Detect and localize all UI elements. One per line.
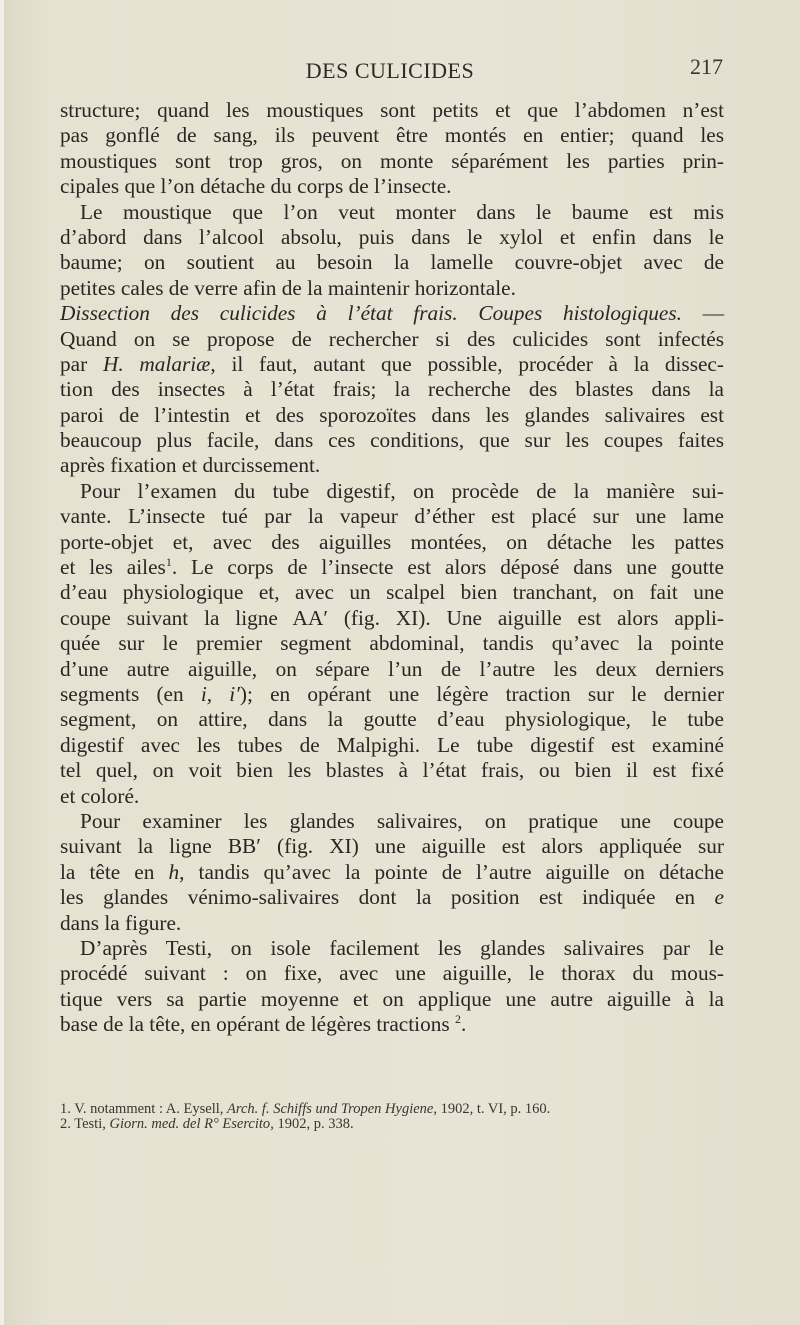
text-line: Pour l’examen du tube digestif, on procède de la manière sui- bbox=[80, 478, 724, 503]
section-heading: Dissection des culicides à l’état frais. Coupes histologiques. bbox=[60, 301, 682, 326]
text-line: après fixation et durcissement. bbox=[60, 453, 321, 478]
text-line: quée sur le premier segment abdominal, tandis qu’avec la pointe bbox=[60, 631, 724, 656]
text-line: segments (en i, i′); en opérant une légère traction sur le dernier bbox=[60, 681, 724, 706]
page-header bbox=[60, 54, 723, 88]
text-line: pas gonflé de sang, ils peuvent être montés en entier; quand les bbox=[60, 123, 724, 148]
text-line: les glandes vénimo-salivaires dont la position est indiquée en e bbox=[60, 885, 724, 910]
text-line: tion des insectes à l’état frais; la recherche des blastes dans la bbox=[60, 377, 724, 402]
body-text bbox=[60, 98, 724, 1037]
text-line: segment, on attire, dans la goutte d’eau physiologique, le tube bbox=[60, 707, 724, 732]
text-line: et coloré. bbox=[60, 783, 140, 808]
segment-label: i, i′ bbox=[200, 681, 240, 706]
text-line: digestif avec les tubes de Malpighi. Le tube digestif est examiné bbox=[60, 732, 724, 757]
text-line: suivant la ligne BB′ (fig. XI) une aiguille est alors appliquée sur bbox=[60, 834, 724, 859]
text-line: D’après Testi, on isole facilement les glandes salivaires par le bbox=[80, 935, 724, 960]
text-line: petites cales de verre afin de la maintenir horizontale. bbox=[60, 275, 516, 300]
text-line: d’eau physiologique et, avec un scalpel bien tranchant, on fait une bbox=[60, 580, 724, 605]
footnote-ref: 1 bbox=[165, 554, 172, 569]
text-line: beaucoup plus facile, dans ces conditions, que sur les coupes faites bbox=[60, 428, 724, 453]
page-number: 217 bbox=[690, 54, 723, 79]
text-line: coupe suivant la ligne AA′ (fig. XI). Une aiguille est alors appli- bbox=[60, 605, 724, 630]
text-line: porte-objet et, avec des aiguilles montées, on détache les pattes bbox=[60, 529, 724, 554]
text-line: dans la figure. bbox=[60, 910, 182, 935]
text-line: Dissection des culicides à l’état frais. Coupes histologiques. — bbox=[60, 301, 724, 326]
text-line: d’une autre aiguille, on sépare l’un de l’autre les deux derniers bbox=[60, 656, 724, 681]
figure-label: h bbox=[168, 859, 180, 884]
text-line: tique vers sa partie moyenne et on applique une autre aiguille à la bbox=[60, 986, 724, 1011]
text-line: et les ailes$^1$. Le corps de l’insecte est alors déposé dans une goutte bbox=[60, 554, 725, 580]
footnote-ref: 2 bbox=[455, 1011, 461, 1026]
footnotes bbox=[60, 1102, 730, 1132]
text-line: Pour examiner les glandes salivaires, on pratique une coupe bbox=[80, 808, 724, 833]
text-line: Le moustique que l’on veut monter dans le baume est mis bbox=[80, 199, 724, 224]
text-line: paroi de l’intestin et des sporozoïtes dans les glandes salivaires est bbox=[60, 402, 724, 427]
text-line: vante. L’insecte tué par la vapeur d’éther est placé sur une lame bbox=[60, 504, 724, 529]
text-line: procédé suivant : on fixe, avec une aiguille, le thorax du mous- bbox=[60, 961, 724, 986]
text-line: base de la tête, en opérant de légères tractions $^2$. bbox=[60, 1011, 467, 1037]
footnote-2: 2. Testi, Giorn. med. del R° Esercito, 1902, p. 338. bbox=[60, 1116, 354, 1132]
text-line: tel quel, on voit bien les blastes à l’état frais, ou bien il est fixé bbox=[60, 758, 724, 783]
species-name: H. malariæ bbox=[102, 351, 211, 376]
text-line: d’abord dans l’alcool absolu, puis dans le xylol et enfin dans le bbox=[60, 224, 724, 249]
text-line: la tête en h, tandis qu’avec la pointe de l’autre aiguille on détache bbox=[60, 859, 724, 884]
figure-label: e bbox=[714, 885, 724, 910]
text-line: Quand on se propose de rechercher si des culicides sont infectés bbox=[60, 326, 724, 351]
text-line: structure; quand les moustiques sont petits et que l’abdomen n’est bbox=[60, 98, 724, 122]
text-line: par H. malariæ, il faut, autant que possible, procéder à la dissec- bbox=[60, 351, 724, 376]
page-edge bbox=[0, 0, 4, 1325]
text-line: cipales que l’on détache du corps de l’insecte. bbox=[60, 174, 452, 199]
text-line: moustiques sont trop gros, on monte séparément les parties prin- bbox=[60, 148, 724, 173]
running-title: DES CULICIDES bbox=[305, 58, 475, 83]
text-line: baume; on soutient au besoin la lamelle couvre-objet avec de bbox=[60, 250, 724, 275]
footnote-1: 1. V. notamment : A. Eysell, Arch. f. Schiffs und Tropen Hygiene, 1902, t. VI, p. 160. bbox=[60, 1101, 551, 1117]
